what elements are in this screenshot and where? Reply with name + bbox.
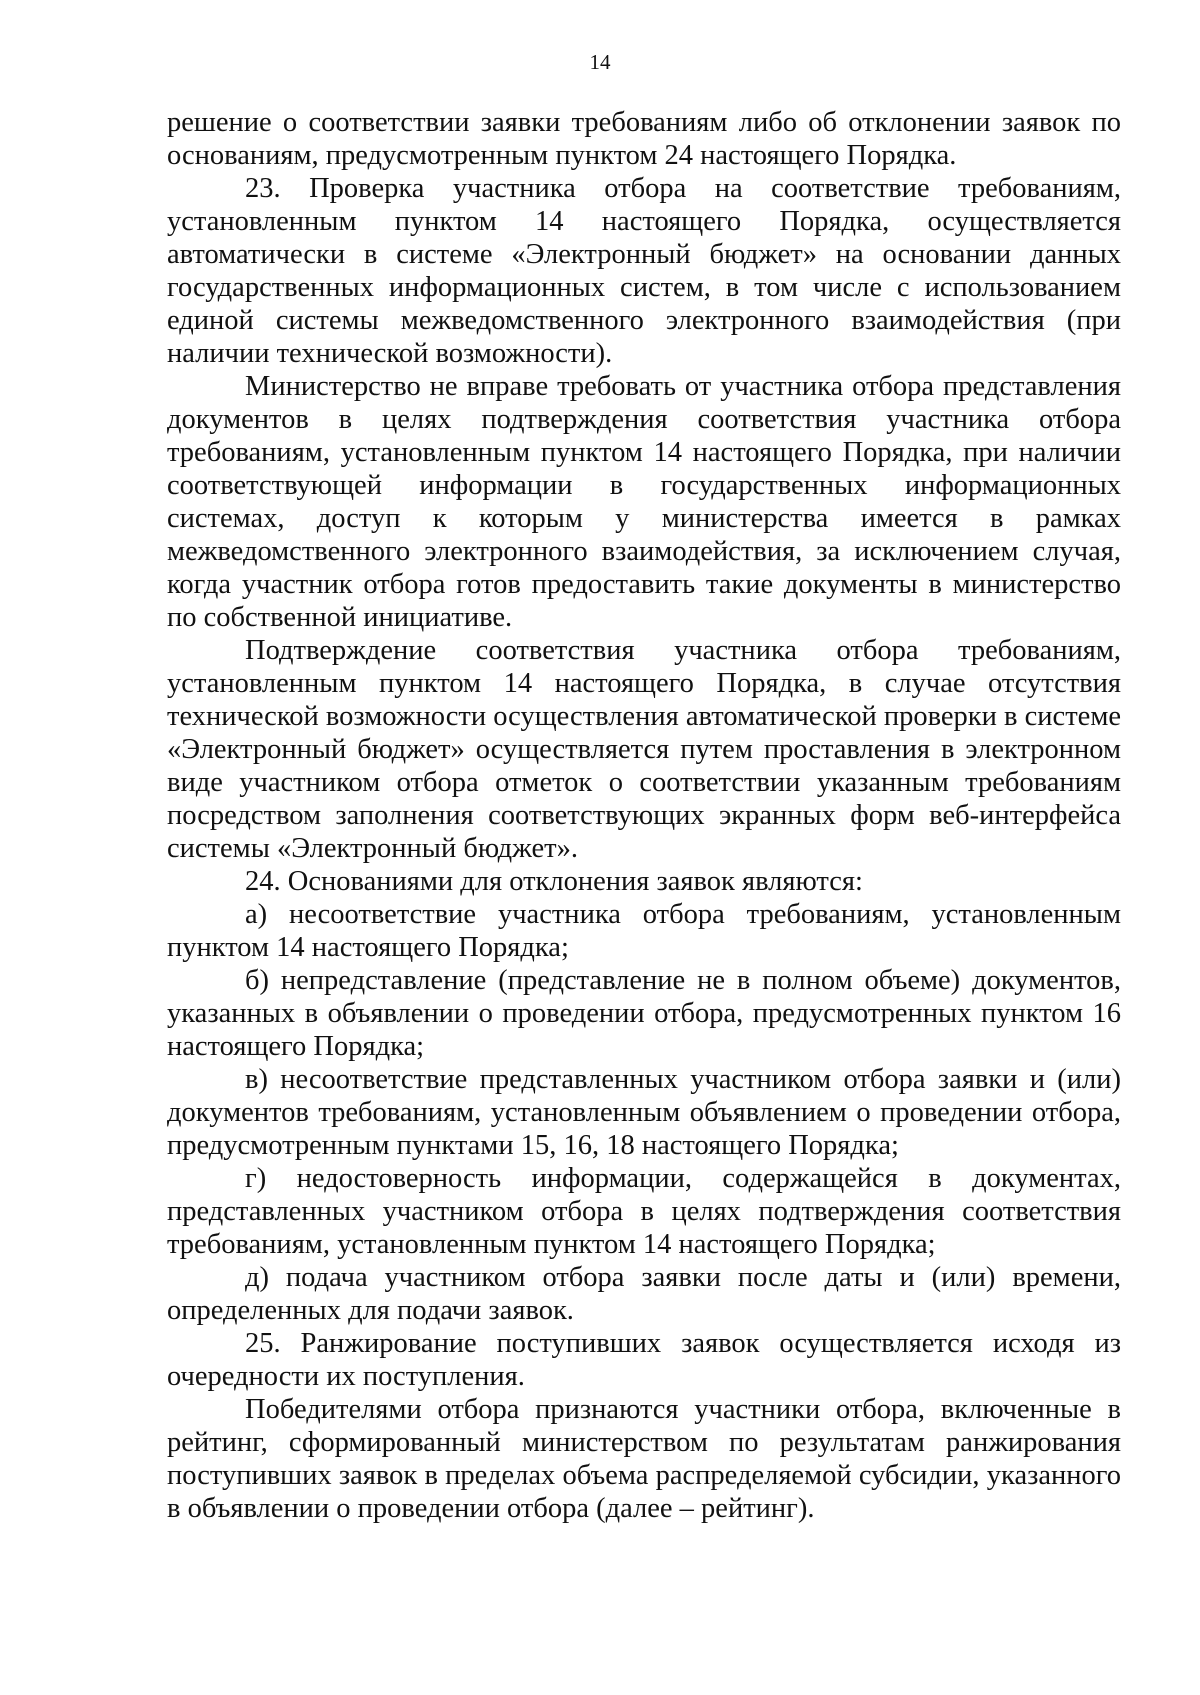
list-item-b: б) непредставление (представление не в полном объеме) документов, указанных в объявлении о проведении отбора, предусмотренных пунктом 16 настоящего Порядка; xyxy=(167,965,1121,1062)
page-number: 14 xyxy=(589,50,611,74)
list-item-d: д) подача участником отбора заявки после даты и (или) времени, определенных для подачи заявок. xyxy=(167,1262,1121,1326)
paragraph-25: 25. Ранжирование поступивших заявок осуществляется исходя из очередности их поступления. xyxy=(167,1328,1121,1392)
paragraph-confirmation: Подтверждение соответствия участника отбора требованиям, установленным пунктом 14 настоящего Порядка, в случае отсутствия технической возможности осуществления автоматической проверки в системе «Электронный бюджет» осуществляется путем проставления в электронном виде участником отбора отметок о соответствии указанным требованиям посредством заполнения соответствующих экранных форм веб-интерфейса системы «Электронный бюджет». xyxy=(167,635,1121,864)
paragraph-23: 23. Проверка участника отбора на соответствие требованиям, установленным пунктом 14 настоящего Порядка, осуществляется автоматически в системе «Электронный бюджет» на основании данных государственных информационных систем, в том числе с использованием единой системы межведомственного электронного взаимодействия (при наличии технической возможности). xyxy=(167,173,1121,369)
document-body xyxy=(167,106,1121,1525)
list-item-a: а) несоответствие участника отбора требованиям, установленным пунктом 14 настоящего Порядка; xyxy=(167,899,1121,963)
list-item-g: г) недостоверность информации, содержащейся в документах, представленных участником отбора в целях подтверждения соответствия требованиям, установленным пунктом 14 настоящего Порядка; xyxy=(167,1163,1121,1260)
list-item-v: в) несоответствие представленных участником отбора заявки и (или) документов требованиям, установленным объявлением о проведении отбора, предусмотренным пунктами 15, 16, 18 настоящего Порядка; xyxy=(167,1064,1121,1161)
paragraph-continuation: решение о соответствии заявки требованиям либо об отклонении заявок по основаниям, предусмотренным пунктом 24 настоящего Порядка. xyxy=(167,107,1121,171)
paragraph-winners: Победителями отбора признаются участники отбора, включенные в рейтинг, сформированный министерством по результатам ранжирования поступивших заявок в пределах объема распределяемой субсидии, указанного в объявлении о проведении отбора (далее – рейтинг). xyxy=(167,1394,1121,1524)
paragraph-ministry-restriction: Министерство не вправе требовать от участника отбора представления документов в целях подтверждения соответствия участника отбора требованиям, установленным пунктом 14 настоящего Порядка, при наличии соответствующей информации в государственных информационных системах, доступ к которым у министерства имеется в рамках межведомственного электронного взаимодействия, за исключением случая, когда участник отбора готов предоставить такие документы в министерство по собственной инициативе. xyxy=(167,371,1121,633)
paragraph-24: 24. Основаниями для отклонения заявок являются: xyxy=(245,866,863,897)
